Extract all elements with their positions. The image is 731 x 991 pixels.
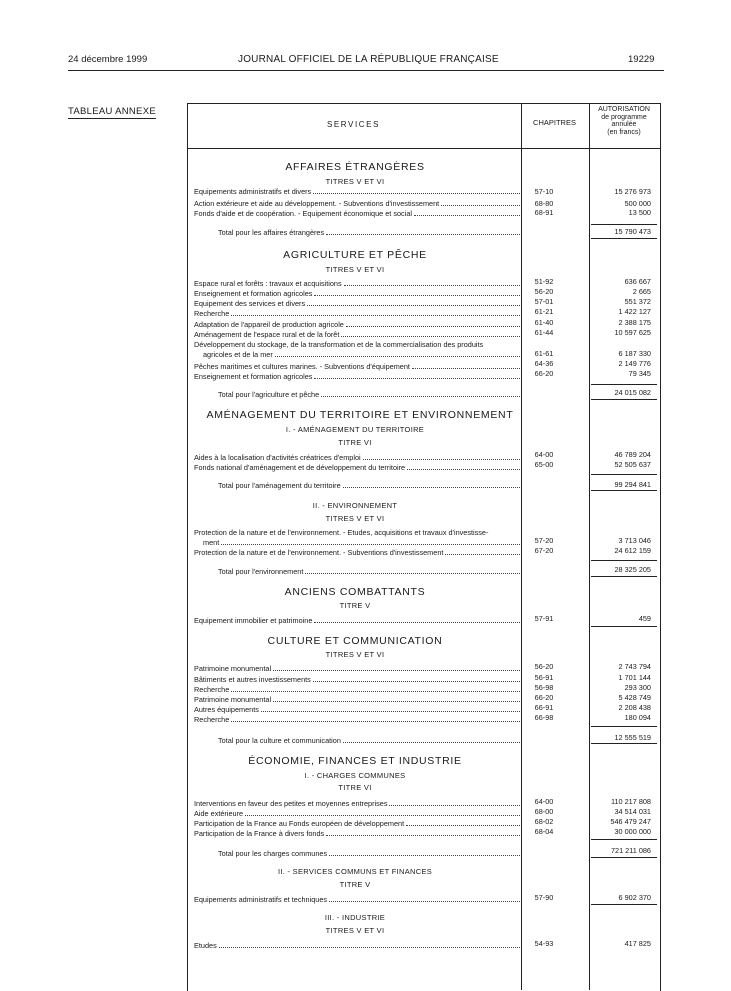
table-row: Equipements administratifs et techniques	[194, 895, 520, 904]
amount: 2 743 794	[618, 662, 651, 671]
chapter-code: 57-01	[534, 297, 554, 306]
chapter-code: 61-40	[534, 318, 554, 327]
table-row: Aide extérieure	[194, 809, 520, 818]
amount: 2 208 438	[618, 703, 651, 712]
total-rule	[591, 904, 657, 905]
total-amount: 28 325 205	[614, 565, 651, 574]
chapter-code: 61-44	[534, 328, 554, 337]
table-row: Protection de la nature et de l'environnement. - Etudes, acquisitions et travaux d'investisse-	[194, 528, 489, 537]
chapter-code: 56-20	[534, 662, 554, 671]
chapter-code: 64-00	[534, 797, 554, 806]
table-row: Aménagement de l'espace rural et de la forêt	[194, 330, 520, 339]
section-subtitle: I. - CHARGES COMMUNES	[304, 771, 406, 780]
chapter-code: 68-02	[534, 817, 554, 826]
table-row: Recherche	[194, 715, 520, 724]
chapter-code: 65-00	[534, 460, 554, 469]
amount: 52 505 637	[614, 460, 651, 469]
section-subtitle: TITRES V ET VI	[325, 177, 385, 186]
section-subtitle: II. - ENVIRONNEMENT	[312, 501, 398, 510]
chapter-code: 64-00	[534, 450, 554, 459]
amount: 459	[638, 614, 651, 623]
column-header-authorisation	[589, 106, 659, 136]
annex-label: TABLEAU ANNEXE	[68, 106, 156, 117]
chapter-code: 66-98	[534, 713, 554, 722]
total-rule	[591, 384, 657, 385]
page-number: 19229	[628, 54, 655, 65]
chapter-code: 51-92	[534, 277, 554, 286]
amount: 551 372	[624, 297, 651, 306]
amount: 1 422 127	[618, 307, 651, 316]
table-row: Autres équipements	[194, 705, 520, 714]
section-title: AFFAIRES ÉTRANGÈRES	[285, 161, 425, 173]
chapter-code: 68-00	[534, 807, 554, 816]
table-row: Adaptation de l'appareil de production agricole	[194, 320, 520, 329]
header-rule	[68, 70, 664, 71]
total-row: Total pour l'agriculture et pêche	[218, 390, 520, 399]
total-rule	[591, 399, 657, 400]
table-row: Participation de la France à divers fonds	[194, 829, 520, 838]
section-subtitle: TITRES V ET VI	[325, 926, 385, 935]
total-row: Total pour l'environnement	[218, 567, 520, 576]
total-amount: 12 555 519	[614, 733, 651, 742]
auth-line-2: de programme	[601, 113, 647, 121]
chapter-code: 56-98	[534, 683, 554, 692]
amount: 79 345	[628, 369, 651, 378]
table-row: Bâtiments et autres investissements	[194, 675, 520, 684]
table-row: Interventions en faveur des petites et moyennes entreprises	[194, 799, 520, 808]
amount: 1 701 144	[618, 673, 651, 682]
section-title: AGRICULTURE ET PÊCHE	[283, 249, 427, 261]
chapter-code: 56-20	[534, 287, 554, 296]
chapter-code: 57-10	[534, 187, 554, 196]
section-subtitle: I. - AMÉNAGEMENT DU TERRITOIRE	[285, 425, 425, 434]
table-row: Patrimoine monumental	[194, 695, 520, 704]
auth-line-3: annulée	[611, 121, 637, 129]
chapter-code: 57-90	[534, 893, 554, 902]
amount: 3 713 046	[618, 536, 651, 545]
table-row: Enseignement et formation agricoles	[194, 289, 520, 298]
chapter-code: 68-80	[534, 199, 554, 208]
header-title: JOURNAL OFFICIEL DE LA RÉPUBLIQUE FRANÇAISE	[238, 54, 499, 65]
section-title: ÉCONOMIE, FINANCES ET INDUSTRIE	[248, 755, 462, 767]
section-subtitle: TITRE VI	[338, 783, 372, 792]
auth-line-4: (en francs)	[607, 128, 641, 136]
chapter-code: 61-61	[534, 349, 554, 358]
auth-line-1: AUTORISATION	[598, 106, 650, 113]
table-row: Equipement immobilier et patrimoine	[194, 616, 520, 625]
amount: 2 388 175	[618, 318, 651, 327]
column-header-chapitres: CHAPITRES	[533, 118, 576, 127]
total-amount: 24 015 082	[614, 388, 651, 397]
chapter-code: 54-93	[534, 939, 554, 948]
amount: 500 000	[624, 199, 651, 208]
amount: 13 500	[628, 208, 651, 217]
total-rule	[591, 490, 657, 491]
amount: 636 667	[624, 277, 651, 286]
total-rule	[591, 839, 657, 840]
section-subtitle: TITRE V	[339, 601, 371, 610]
total-rule	[591, 743, 657, 744]
section-subtitle: TITRE V	[339, 880, 371, 889]
amount: 110 217 808	[610, 797, 651, 806]
amount: 30 000 000	[614, 827, 651, 836]
header-rule-table	[187, 148, 661, 149]
amount: 293 300	[624, 683, 651, 692]
section-title: ANCIENS COMBATTANTS	[284, 586, 426, 598]
amount: 15 276 973	[614, 187, 651, 196]
table-row: ment	[203, 538, 520, 547]
chapter-code: 66-20	[534, 693, 554, 702]
total-rule	[591, 857, 657, 858]
section-subtitle: II. - SERVICES COMMUNS ET FINANCES	[277, 867, 433, 876]
amount: 2 149 776	[618, 359, 651, 368]
section-title: AMÉNAGEMENT DU TERRITOIRE ET ENVIRONNEMENT	[206, 409, 514, 421]
chapter-code: 66-91	[534, 703, 554, 712]
chapter-code: 57-20	[534, 536, 554, 545]
table-row: Equipement des services et divers	[194, 299, 520, 308]
table-row: Pêches maritimes et cultures marines. - Subventions d'équipement	[194, 362, 520, 371]
table-row: Participation de la France au Fonds européen de développement	[194, 819, 520, 828]
total-rule	[591, 726, 657, 727]
table-row: Recherche	[194, 309, 520, 318]
total-rule	[591, 474, 657, 475]
chapter-code: 56-91	[534, 673, 554, 682]
table-row: Développement du stockage, de la transformation et de la commercialisation des produits	[194, 340, 484, 349]
section-title: CULTURE ET COMMUNICATION	[267, 635, 443, 647]
table-row: agricoles et de la mer	[203, 350, 520, 359]
total-amount: 15 790 473	[614, 227, 651, 236]
table-row: Action extérieure et aide au développement. - Subventions d'investissement	[194, 199, 520, 208]
chapter-code: 67-20	[534, 546, 554, 555]
amount: 546 479 247	[610, 817, 651, 826]
amount: 2 665	[632, 287, 651, 296]
amount: 6 902 370	[618, 893, 651, 902]
table-row: Patrimoine monumental	[194, 664, 520, 673]
total-rule	[591, 224, 657, 225]
table-row: Enseignement et formation agricoles	[194, 372, 520, 381]
amount: 46 789 204	[614, 450, 651, 459]
table-row: Fonds d'aide et de coopération. - Equipement économique et social	[194, 209, 520, 218]
header-date: 24 décembre 1999	[68, 54, 148, 65]
amount: 5 428 749	[618, 693, 651, 702]
total-rule	[591, 576, 657, 577]
chapter-code: 66-20	[534, 369, 554, 378]
column-header-services: SERVICES	[326, 120, 381, 129]
amount: 34 514 031	[614, 807, 651, 816]
table-row: Protection de la nature et de l'environnement. - Subventions d'investissement	[194, 548, 520, 557]
chapter-code: 57-91	[534, 614, 554, 623]
total-rule	[591, 238, 657, 239]
amount: 24 612 159	[614, 546, 651, 555]
chapter-code: 68-04	[534, 827, 554, 836]
chapter-code: 64-36	[534, 359, 554, 368]
table-row: Fonds national d'aménagement et de développement du territoire	[194, 463, 520, 472]
chapter-code: 61-21	[534, 307, 554, 316]
total-amount: 99 294 841	[614, 480, 651, 489]
total-amount: 721 211 086	[610, 846, 651, 855]
table-row: Equipements administratifs et divers	[194, 187, 520, 196]
table-row: Etudes	[194, 941, 520, 950]
total-row: Total pour l'aménagement du territoire	[218, 481, 520, 490]
table-row: Espace rural et forêts : travaux et acquisitions	[194, 279, 520, 288]
table-row: Recherche	[194, 685, 520, 694]
section-subtitle: TITRES V ET VI	[325, 650, 385, 659]
total-row: Total pour les charges communes	[218, 849, 520, 858]
total-row: Total pour les affaires étrangères	[218, 228, 520, 237]
chapter-code: 68-91	[534, 208, 554, 217]
section-subtitle: TITRE VI	[338, 438, 372, 447]
table-row: Aides à la localisation d'activités créatrices d'emploi	[194, 453, 520, 462]
section-subtitle: TITRES V ET VI	[325, 265, 385, 274]
section-subtitle: TITRES V ET VI	[325, 514, 385, 523]
amount: 10 597 625	[614, 328, 651, 337]
amount: 417 825	[624, 939, 651, 948]
total-row: Total pour la culture et communication	[218, 736, 520, 745]
section-subtitle: III. - INDUSTRIE	[324, 913, 386, 922]
amount: 6 187 330	[618, 349, 651, 358]
total-rule	[591, 626, 657, 627]
amount: 180 094	[624, 713, 651, 722]
total-rule	[591, 560, 657, 561]
